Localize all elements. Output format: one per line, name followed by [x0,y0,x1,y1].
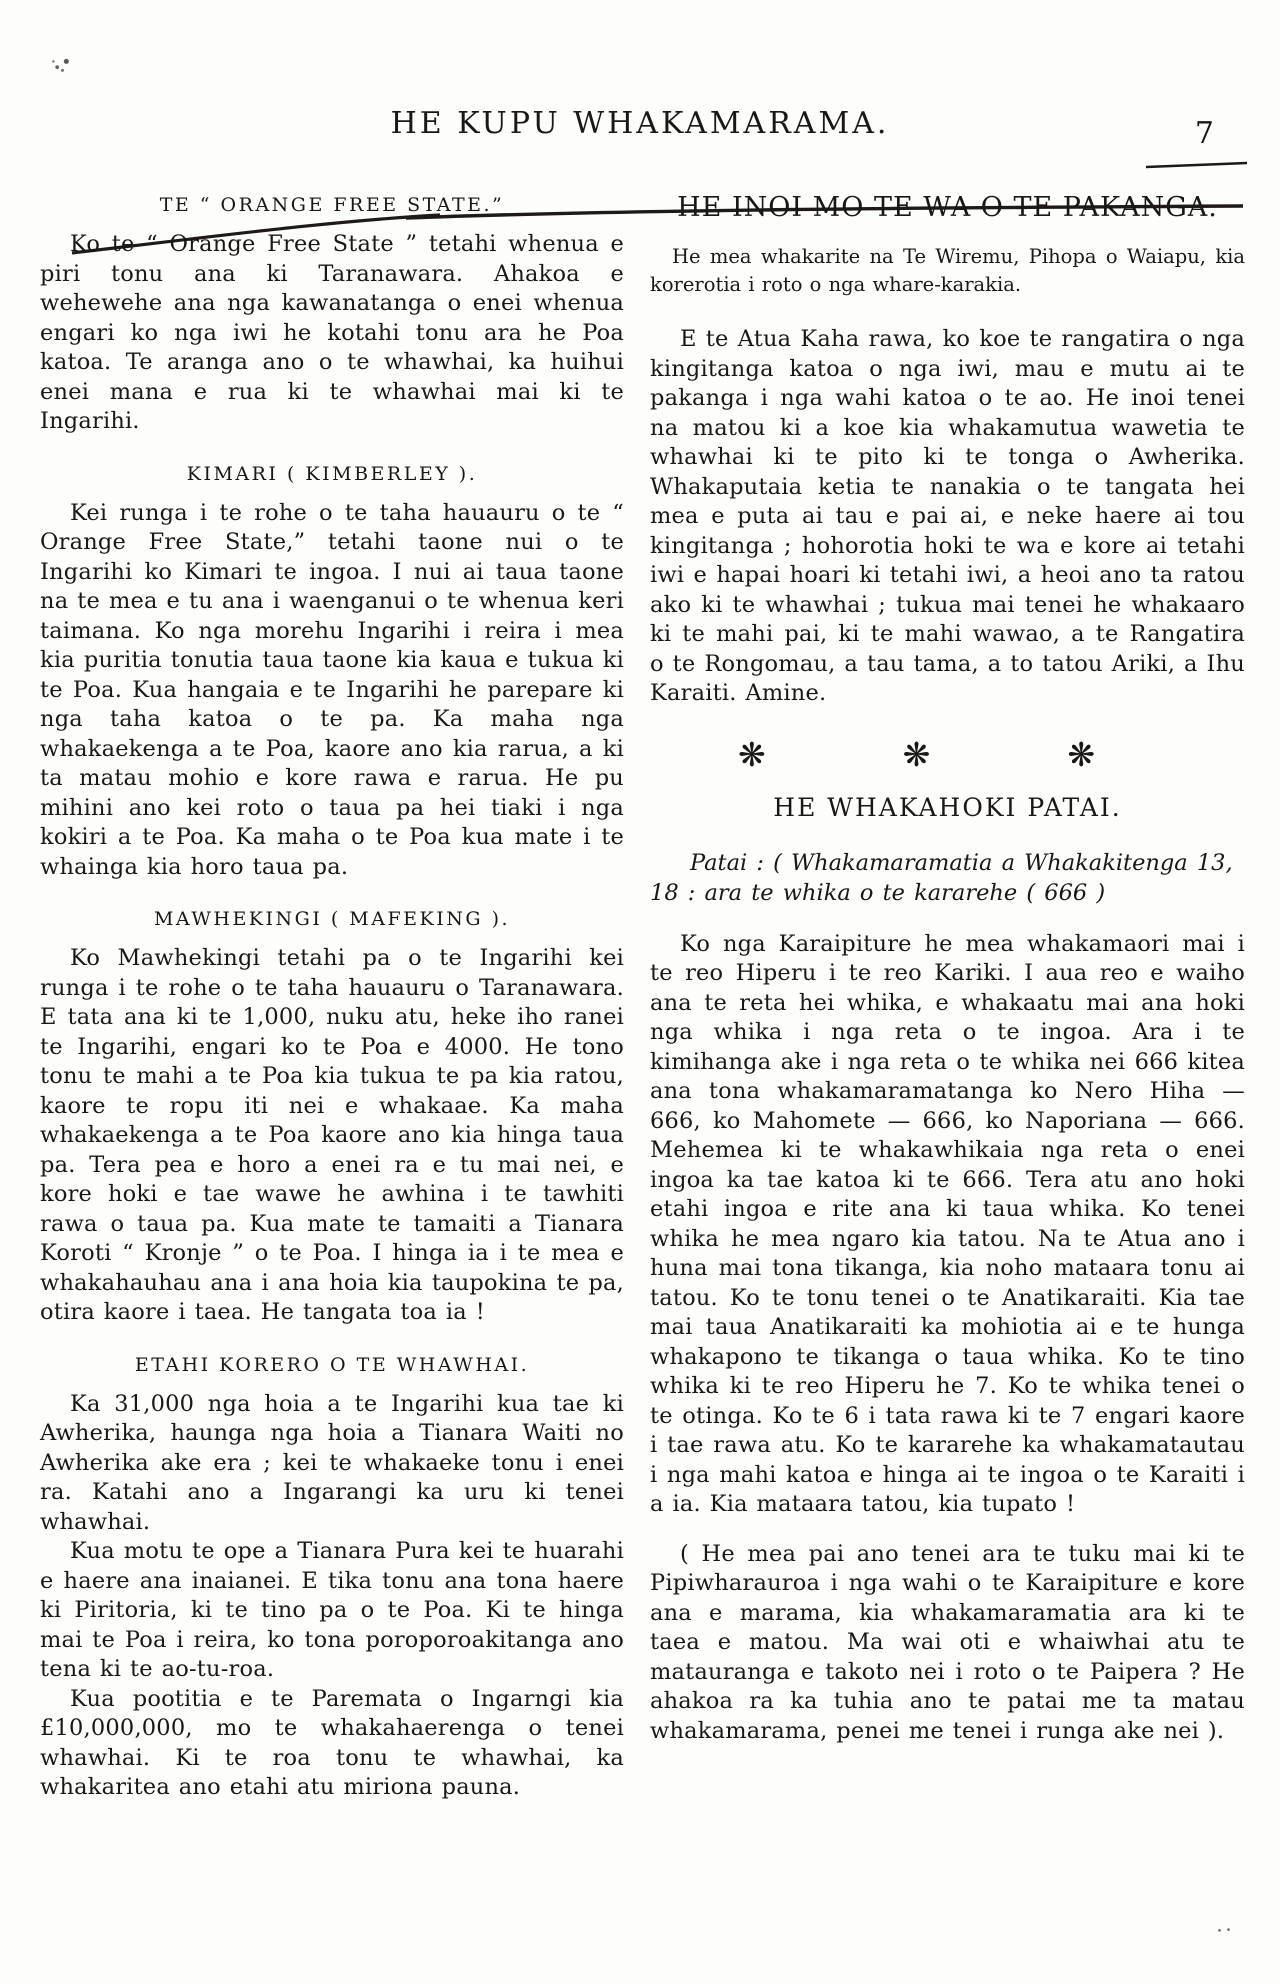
section-heading-kimari: KIMARI ( KIMBERLEY ). [186,462,478,485]
answer-paragraph: ( He mea pai ano tenei ara te tuku mai ki te Pipiwharauroa i nga wahi o te Karaipiture e kore ana e marama, kia whakamaramatia ara ki te taea e matou. Ma wai oti e whaiwhai atu te matauranga e takoto nei i roto o te Paipera ? He ahakoa ra ka tuhia ano te patai me ta matau whakamarama, penei me tenei i runga ake nei ). [650,1540,1245,1744]
left-column [40,192,624,1803]
right-column [650,192,1245,1803]
ornament-row [650,735,1245,775]
page-body [40,192,1245,1803]
paragraph: Ka 31,000 nga hoia a te Ingarihi kua tae ki Awherika, haunga nga hoia a Tianara Waiti no Awherika ake era ; kei te whakaeke tonu i enei ra. Katahi ano a Ingarangi ka uru ki tenei whawhai. [40,1390,624,1535]
asterisk-ornament-icon: ❋ [738,734,766,774]
asterisk-ornament-icon: ❋ [902,734,931,774]
section-heading-etahi-korero: ETAHI KORERO O TE WHAWHAI. [134,1353,530,1376]
prayer-paragraph: E te Atua Kaha rawa, ko koe te rangatira o nga kingitanga katoa o nga iwi, mau e mutu ai te pakanga i nga wahi katoa o te ao. He inoi tenei na matou ki a koe kia whakamutua wawetia te whawhai ki te pito ki te tonga o Awherika. Whakaputaia ketia te nanakia o te tangata hei mea e puta ai tau e pai ai, e neke haere ai tou kingitanga ; hohorotia hoki te wa e kore ai tetahi iwi e hapai hoari ki tetahi iwi, a heoi ano ta ratou ako ki te whawhai ; tukua mai tenei he whakaaro ki te mahi pai, ki te mahi wawao, a te Rangatira o te Rongomau, a tau tama, a to tatou Ariki, a Ihu Karaiti. Amine. [650,326,1245,706]
paragraph: Kei runga i te rohe o te taha hauauru o te “ Orange Free State,” tetahi taone nui o te Ingarihi ko Kimari te ingoa. I nui ai taua taone na te mea e tu ana i waenganui o te whenua keri taimana. Ko nga morehu Ingarihi i reira i mea kia puritia tonutia taua taone kia kaua e tukua ki te Poa. Kua hangaia e te Ingarihi he parepare ki nga taha katoa o te pa. Ka maha nga whakaekenga a te Poa, kaore ano kia rarua, a ki ta matau mohio e kore rawa e rarua. He pu mihini ano kei roto o taua pa hei tiaki i nga kokiri a te Poa. Ka maha o te Poa kua mate i te whainga kia horo taua pa. [40,499,624,880]
page-number: 7 [1194,116,1214,151]
paper-specks [1216,1926,1232,1934]
section-heading-mawhekingi: MAWHEKINGI ( MAFEKING ). [153,908,511,930]
question-line: Patai : ( Whakamaramatia a Whakakitenga 13, 18 : ara te whika o te kararehe ( 666 ) [650,849,1233,906]
section-heading-orange-free-state: TE “ ORANGE FREE STATE.” [159,194,505,216]
article-heading-he-whakahoki-patai: HE WHAKAHOKI PATAI. [773,792,1122,822]
paragraph: Ko te “ Orange Free State ” tetahi whenua e piri tonu ana ki Taranawara. Ahakoa e wehewehe ana nga kawanatanga o enei whenua engari ko nga iwi he kotahi tonu ara he Poa katoa. Te aranga ano o te whawhai, ka huihui enei mana e rua ki te whawhai mai ki te Ingarihi. [40,231,624,434]
answer-paragraph: Ko nga Karaipiture he mea whakamaori mai i te reo Hiperu i te reo Kariki. I aua reo e waiho ana te reta hei whika, e whakaatu mai ana hoki nga whika i nga reta o te ingoa. Ara i te kimihanga ake i nga reta o te whika nei 666 kitea ana tona whakamaramatanga ko Nero Hiha — 666, ko Mahomete — 666, ko Naporiana — 666. Mehemea ki te whakawhikaia nga reta o enei ingoa ka tae katoa ki te 666. Tera atu ano hoki etahi ingoa e rite ana ki taua whika. Ko tenei whika he mea ngaro kia tatou. Na te Atua ano i huna mai tona tikanga, kia noho mataara tonu ai tatou. Ko te tonu tenei o te Anatikaraiti. Kia tae mai taua Anatikaraiti ka mohiotia ai e te hunga whakapono te tikanga o taua whika. Ko te tino whika ki te reo Hiperu he 7. Ko te whika tenei o te otinga. Ko te 6 i tata rawa ki te 7 engari kaore i tae rawa atu. Ko te kararehe ka whakamatautau i nga mahi katoa e hinga ai te ingoa o te Karaiti i a ia. Kia mataara tatou, kia tupato ! [650,930,1245,1517]
paragraph: Kua pootitia e te Paremata o Ingarngi kia £10,000,000, mo te whakahaerenga o tenei whawhai. Ki te roa tonu te whawhai, ka whakaritea ano etahi atu miriona pauna. [40,1685,624,1800]
ink-smudge [50,56,74,74]
page-title: HE KUPU WHAKAMARAMA. [390,106,890,141]
attribution-note: He mea whakarite na Te Wiremu, Pihopa o Waiapu, kia korerotia i roto o nga whare-karakia. [650,245,1245,296]
asterisk-ornament-icon: ❋ [1067,734,1095,774]
paragraph: Ko Mawhekingi tetahi pa o te Ingarihi kei runga i te rohe o te taha hauauru o Taranawara. E tata ana ki te 1,000, nuku atu, heke iho ranei te Ingarihi, engari ko te Poa e 4000. He tono tonu te mahi a te Poa kia tukua te pa kia ratou, kaore te ropu iti nei e whakaae. Ka maha whakaekenga a te Poa kaore ano kia hinga taua pa. Tera pea e horo a enei ra e tu mai nei, e kore hoki e tae wawe he awhina i te tawhiti rawa o taua pa. Kua mate te tamaiti a Tianara Koroti “ Kronje ” o te Poa. I hinga ia i te mea e whakahauhau ana i ana hoia kia taupokina te pa, otira kaore i taea. He tangata toa ia ! [40,945,624,1325]
paragraph: Kua motu te ope a Tianara Pura kei te huarahi e haere ana inaianei. E tika tonu ana tona haere ki Piritoria, ki te tino pa o te Poa. Ki te hinga mai te Poa i reira, ko tona poroporoakitanga ano tena ki te ao-tu-roa. [40,1538,624,1682]
article-heading-he-inoi: HE INOI MO TE WA O TE PAKANGA. [677,192,1218,223]
